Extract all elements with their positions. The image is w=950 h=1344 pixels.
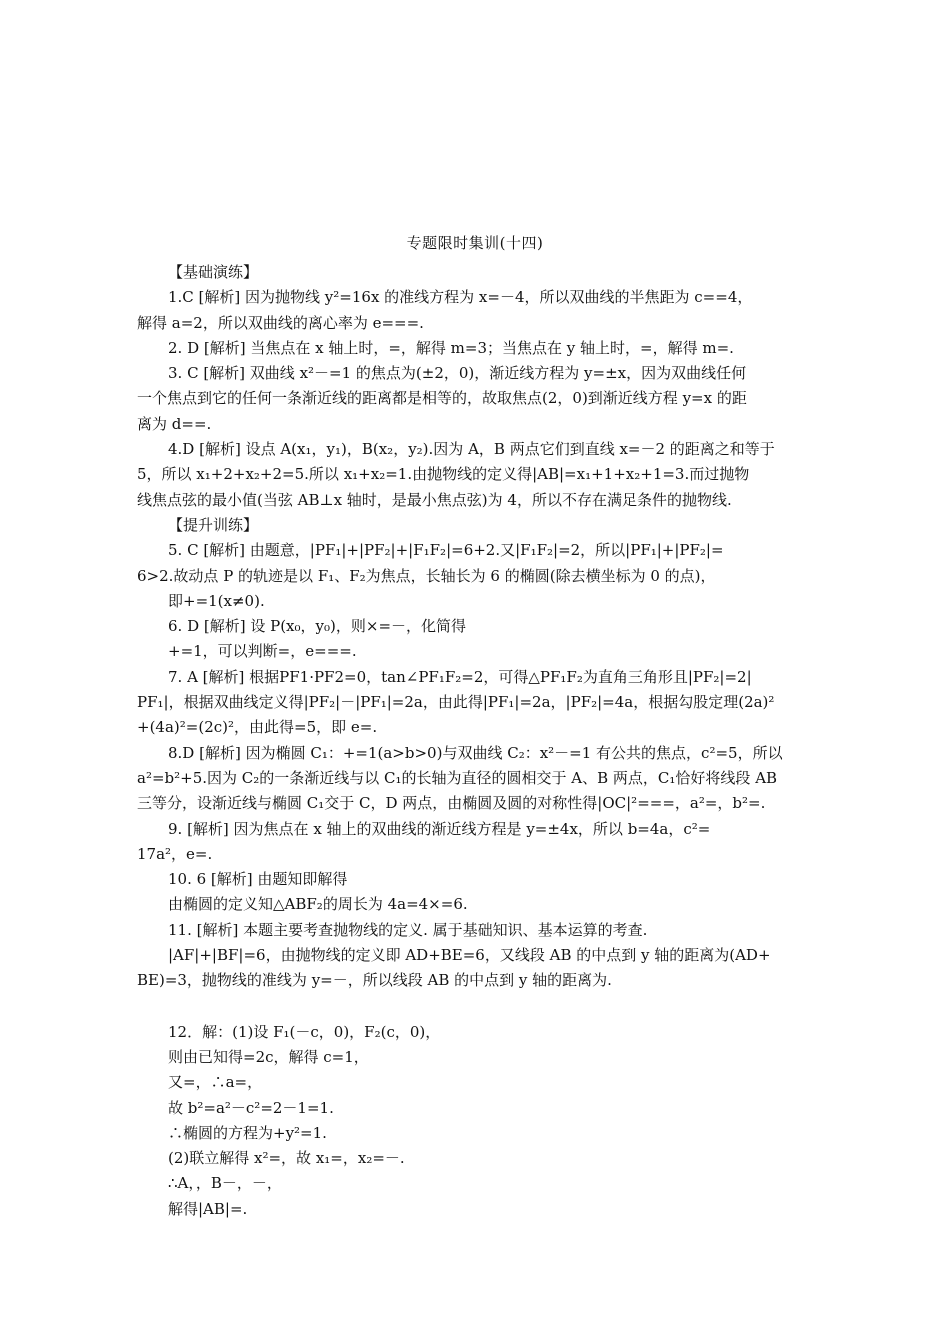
text-line: 【提升训练】 <box>168 515 259 534</box>
page-title: 专题限时集训(十四) <box>406 234 544 252</box>
text-line: PF₁|，根据双曲线定义得|PF₂|－|PF₁|=2a，由此得|PF₁|=2a，|PF₂|=4a，根据勾股定理(2a)² <box>137 693 775 712</box>
text-line: BE)=3，抛物线的准线为 y=－，所以线段 AB 的中点到 y 轴的距离为. <box>137 971 612 990</box>
text-line: 2. D [解析] 当焦点在 x 轴上时，=，解得 m=3；当焦点在 y 轴上时，=，解得 m=. <box>168 338 734 357</box>
text-line: ∴椭圆的方程为+y²=1. <box>168 1123 327 1142</box>
text-line: 解得 a=2，所以双曲线的离心率为 e===. <box>137 313 424 332</box>
text-line: 17a²，e=. <box>137 844 213 863</box>
answers-1-11 <box>137 260 817 994</box>
text-line: 故 b²=a²－c²=2－1=1. <box>168 1098 334 1117</box>
paragraph-gap <box>137 994 817 1020</box>
text-line: 9. [解析] 因为焦点在 x 轴上的双曲线的渐近线方程是 y=±4x，所以 b=4a，c²= <box>168 819 711 838</box>
text-line: 12．解：(1)设 F₁(－c，0)，F₂(c，0)， <box>168 1022 441 1041</box>
text-line: (2)联立解得 x²=，故 x₁=，x₂=－. <box>168 1149 405 1168</box>
text-line: |AF|+|BF|=6，由抛物线的定义即 AD+BE=6，又线段 AB 的中点到 y 轴的距离为(AD+ <box>168 946 771 965</box>
text-line: 7. A [解析] 根据PF1·PF2=0，tan∠PF₁F₂=2，可得△PF₁F₂为直角三角形且|PF₂|=2| <box>168 667 752 686</box>
text-line: 解得|AB|=. <box>168 1199 248 1218</box>
answer-12 <box>137 1020 817 1222</box>
text-line: 线焦点弦的最小值(当弦 AB⊥x 轴时，是最小焦点弦)为 4，所以不存在满足条件的抛物线. <box>137 490 732 509</box>
text-line: 5，所以 x₁+2+x₂+2=5.所以 x₁+x₂=1.由抛物线的定义得|AB|=x₁+1+x₂+1=3.而过抛物 <box>137 465 750 484</box>
text-line: +=1，可以判断=，e===. <box>168 642 357 661</box>
text-line: 【基础演练】 <box>168 263 259 281</box>
text-line: 11. [解析] 本题主要考查抛物线的定义. 属于基础知识、基本运算的考查. <box>168 920 648 939</box>
text-line: 5. C [解析] 由题意，|PF₁|+|PF₂|+|F₁F₂|=6+2.又|F₁F₂|=2，所以|PF₁|+|PF₂|= <box>168 541 724 560</box>
text-line: +(4a)²=(2c)²，由此得=5，即 e=. <box>137 718 378 737</box>
text-line: 3. C [解析] 双曲线 x²－=1 的焦点为(±2，0)，渐近线方程为 y=±x，因为双曲线任何 <box>168 364 747 383</box>
text-line: a²=b²+5.因为 C₂的一条渐近线与以 C₁的长轴为直径的圆相交于 A、B 两点，C₁恰好将线段 AB <box>137 768 778 787</box>
text-line: 1.C [解析] 因为抛物线 y²=16x 的准线方程为 x=－4，所以双曲线的半焦距为 c==4， <box>168 288 753 307</box>
text-line: 10. 6 [解析] 由题知即解得 <box>168 870 348 889</box>
text-line: 6. D [解析] 设 P(x₀，y₀)，则×=－，化简得 <box>168 617 467 636</box>
text-line: 一个焦点到它的任何一条渐近线的距离都是相等的，故取焦点(2，0)到渐近线方程 y=x 的距 <box>137 389 747 408</box>
answer-content <box>137 260 817 1222</box>
text-line: 则由已知得=2c，解得 c=1， <box>168 1047 369 1066</box>
text-line: 即+=1(x≠0). <box>168 591 265 610</box>
text-line: 8.D [解析] 因为椭圆 C₁：+=1(a>b>0)与双曲线 C₂：x²－=1 有公共的焦点，c²=5，所以 <box>168 743 783 762</box>
text-line: 4.D [解析] 设点 A(x₁，y₁)，B(x₂，y₂).因为 A，B 两点它们到直线 x=－2 的距离之和等于 <box>168 440 775 459</box>
text-line: 又=，∴a=， <box>168 1073 263 1092</box>
text-line: 三等分，设渐近线与椭圆 C₁交于 C，D 两点，由椭圆及圆的对称性得|OC|²===，a²=，b²=. <box>137 794 766 813</box>
text-line: ∴A，，B－，－， <box>168 1174 282 1193</box>
text-line: 6>2.故动点 P 的轨迹是以 F₁、F₂为焦点，长轴长为 6 的椭圆(除去横坐标为 0 的点)， <box>137 566 716 585</box>
text-line: 离为 d==. <box>137 414 212 433</box>
text-line: 由椭圆的定义知△ABF₂的周长为 4a=4×=6. <box>168 895 468 914</box>
